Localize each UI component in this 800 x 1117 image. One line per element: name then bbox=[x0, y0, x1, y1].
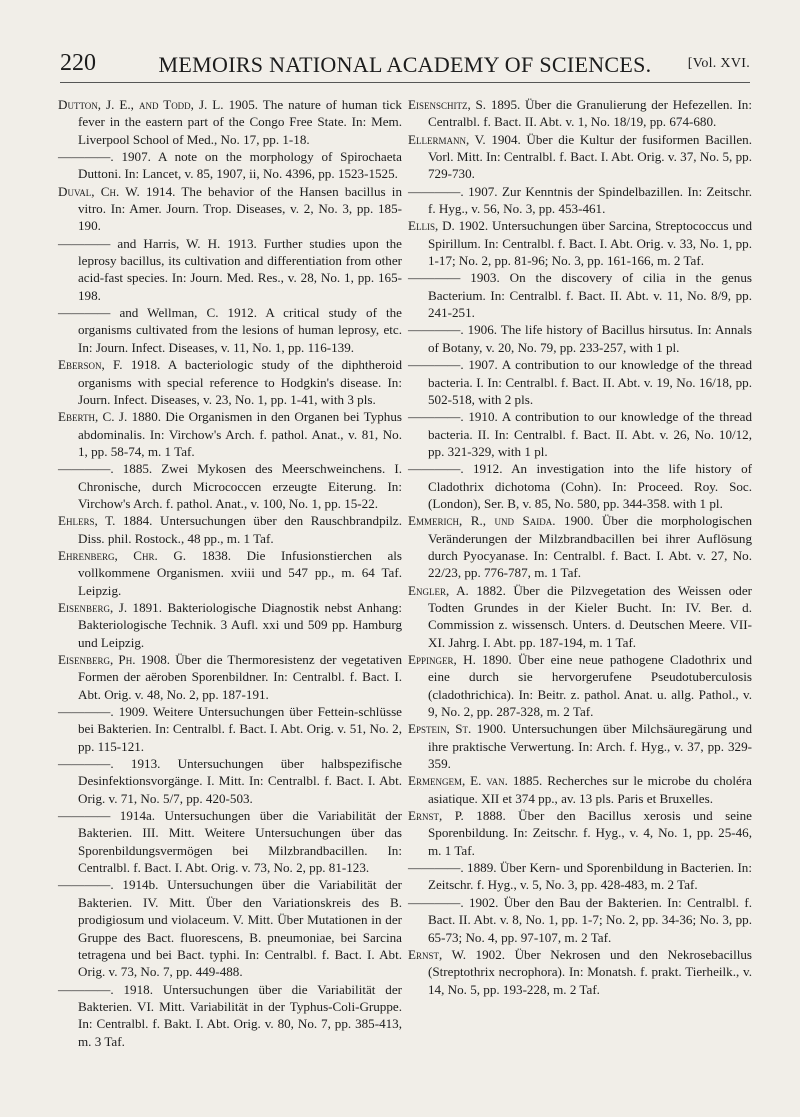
right-column bbox=[408, 96, 752, 998]
entry-text: ————. 1918. Untersuchungen über die Variabilität der Bakterien. VI. Mitt. Variabilität in der Typhus-Coli-Gruppe. In: Centralbl. f. Bakt. I. Abt. Orig. v. 80, No. 7, pp. 385-413, m. 3 Taf. bbox=[58, 981, 402, 1049]
bibliography-entry bbox=[58, 460, 402, 512]
entry-text: ———— 1903. On the discovery of cilia in the genus Bacterium. In: Centralbl. f. Bact. II. Abt. v. 11, No. 8/9, pp. 241-251. bbox=[408, 270, 752, 321]
bibliography-entry bbox=[408, 807, 752, 859]
entry-author: Eberth, C. J. bbox=[58, 409, 128, 425]
bibliography-entry bbox=[58, 876, 402, 980]
entry-author: Ehrenberg, Chr. G. bbox=[58, 547, 187, 563]
entry-text: 1900. Über die morphologischen Veränderungen der Milzbrandbacillen bei ihrer Auflösung durch Pyocyanase. In: Centralbl. f. Bact. I. Abt. v. 27, No. 22/23, pp. 776-787, m. 1 Taf. bbox=[428, 513, 752, 581]
bibliography-entry bbox=[408, 269, 752, 321]
entry-author: Eberson, F. bbox=[58, 357, 123, 373]
bibliography-entry bbox=[58, 981, 402, 1050]
entry-text: ————. 1912. An investigation into the life history of Cladothrix dichotoma (Cohn). In: Proceed. Roy. Soc. (London), Ser. B, v. 85, No. 580, pp. 344-358. with 1 pl. bbox=[408, 461, 752, 511]
entry-author: Duval, Ch. W. bbox=[58, 183, 140, 199]
entry-text: 1904. Über die Kultur der fusiformen Bacillen. Vorl. Mitt. In: Centralbl. f. Bact. I. Abt. Orig. v. 37, No. 5, pp. 729-730. bbox=[428, 131, 752, 182]
bibliography-entry bbox=[58, 703, 402, 755]
entry-text: 1902. Untersuchungen über Sarcina, Streptococcus und Spirillum. In: Centralbl. f. Bact. I. Abt. Orig. v. 33, No. 1, pp. 1-17; No. 2, pp. 81-96; No. 3, pp. 161-166, m. 2 Taf. bbox=[428, 218, 752, 269]
entry-text: ————. 1907. A note on the morphology of Spirochaeta Duttoni. In: Lancet, v. 85, 1907, ii, No. 4396, pp. 1523-1525. bbox=[58, 149, 402, 182]
entry-text: 1908. Über die Thermoresistenz der vegetativen Formen der aëroben Sporenbildner. In: Centralbl. f. Bact. I. Abt. Orig. v. 48, No. 2, pp. 187-191. bbox=[78, 652, 402, 702]
entry-text: ————. 1885. Zwei Mykosen des Meerschweinchens. I. Chronische, durch Micrococcen erzeugte Eiterung. In: Virchow's Arch. f. pathol. Anat., v. 100, No. 1, pp. 15-22. bbox=[58, 461, 402, 511]
bibliography-entry bbox=[408, 408, 752, 460]
running-header bbox=[60, 46, 750, 83]
entry-text: ————. 1913. Untersuchungen über halbspezifische Desinfektionsvorgänge. I. Mitt. In: Centralbl. f. Bact. I. Abt. Orig. v. 71, No. 5/7, pp. 420-503. bbox=[58, 756, 402, 806]
entry-text: 1895. Über die Granulierung der Hefezellen. In: Centralbl. f. Bact. II. Abt. v. 1, No. 18/19, pp. 674-680. bbox=[428, 97, 752, 130]
bibliography-entry bbox=[408, 651, 752, 720]
entry-text: 1890. Über eine neue pathogene Cladothrix und eine durch sie hervorgerufene Pseudotuberculosis (cladothrichica). In: Beitr. z. pathol. Anat. u. allg. Pathol., v. 9, No. 2, pp. 287-328, m. 2 Taf. bbox=[428, 652, 752, 720]
entry-text: ————. 1889. Über Kern- und Sporenbildung in Bacterien. In: Zeitschr. f. Hyg., v. 5, No. 3, pp. 428-483, m. 2 Taf. bbox=[408, 860, 752, 893]
entry-text: 1902. Über Nekrosen und den Nekrosebacillus (Streptothrix necrophora). In: Monatsh. f. prakt. Tierheilk., v. 14, No. 5, pp. 193-228, m. 2 Taf. bbox=[428, 946, 752, 997]
entry-text: ————. 1910. A contribution to our knowledge of the thread bacteria. II. In: Centralbl. f. Bact. II. Abt. v. 26, No. 10/12, pp. 321-329, with 1 pl. bbox=[408, 409, 752, 459]
entry-text: 1885. Recherches sur le microbe du choléra asiatique. XII et 374 pp., av. 13 pls. Paris et Bruxelles. bbox=[428, 773, 752, 806]
entry-author: Ernst, W. bbox=[408, 946, 467, 962]
bibliography-entry bbox=[408, 217, 752, 269]
entry-text: ————. 1902. Über den Bau der Bakterien. In: Centralbl. f. Bact. II. Abt. v. 8, No. 1, pp. 1-7; No. 2, pp. 34-36; No. 3, pp. 65-73; No. 4, pp. 97-107, m. 2 Taf. bbox=[408, 894, 752, 945]
entry-text: 1905. The nature of human tick fever in the eastern part of the Congo Free State. In: Mem. Liverpool School of Med., No. 17, pp. 1-18. bbox=[78, 97, 402, 147]
bibliography-entry bbox=[58, 148, 402, 183]
entry-text: 1888. Über den Bacillus xerosis und seine Sporenbildung. In: Zeitschr. f. Hyg., v. 4, No. 1, pp. 25-46, m. 1 Taf. bbox=[428, 808, 752, 858]
entry-author: Dutton, J. E., and Todd, J. L. bbox=[58, 97, 224, 112]
bibliography-entry bbox=[58, 599, 402, 651]
entry-text: ————. 1906. The life history of Bacillus hirsutus. In: Annals of Botany, v. 20, No. 79, pp. 233-257, with 1 pl. bbox=[408, 322, 752, 355]
bibliography-entry bbox=[58, 356, 402, 408]
entry-text: 1838. Die Infusionstierchen als vollkommene Organismen. xviii und 547 pp., m. 64 Taf. Leipzig. bbox=[78, 547, 402, 598]
entry-author: Eisenschitz, S. bbox=[408, 97, 487, 112]
bibliography-entry bbox=[58, 755, 402, 807]
bibliography-entry bbox=[58, 512, 402, 547]
bibliography-entry bbox=[58, 651, 402, 703]
bibliography-entry bbox=[58, 96, 402, 148]
entry-author: Emmerich, R., und Saida. bbox=[408, 513, 556, 529]
entry-author: Eisenberg, Ph. bbox=[58, 652, 136, 667]
entry-text: 1914. The behavior of the Hansen bacillus in vitro. In: Amer. Journ. Trop. Diseases, v. 2, No. 3, pp. 185-190. bbox=[78, 183, 402, 234]
bibliography-entry bbox=[408, 512, 752, 581]
bibliography-entry bbox=[58, 304, 402, 356]
bibliography-entry bbox=[408, 131, 752, 183]
bibliography-entry bbox=[58, 408, 402, 460]
bibliography-entry bbox=[408, 772, 752, 807]
entry-text: ————. 1914b. Untersuchungen über die Variabilität der Bakterien. IV. Mitt. Über den Variationskreis des B. prodigiosum und violaceum. V. Mitt. Über Mutationen in der Gruppe des Bact. fluorescens, B. pneumoniae, bei Sarcina tetragena und bei Bact. typhi. In: Centralbl. f. Bact. I. Abt. Orig. v. 73, No. 7, pp. 449-488. bbox=[58, 877, 402, 980]
entry-text: ———— and Harris, W. H. 1913. Further studies upon the leprosy bacillus, its cultivation and differentiation from other acid-fast species. In: Journ. Med. Res., v. 28, No. 1, pp. 165-198. bbox=[58, 235, 402, 303]
entry-text: 1882. Über die Pilzvegetation des Weissen oder Todten Grundes in der Kieler Bucht. In: IV. Ber. d. Commission z. wissensch. Unters. d. Deutschen Meere. VII-XI. Jahrg. I. Abt. pp. 187-194, m. 1 Taf. bbox=[428, 582, 752, 650]
entry-author: Eisenberg, J. bbox=[58, 599, 128, 615]
entry-text: ————. 1909. Weitere Untersuchungen über Fettein-schlüsse bei Bakterien. In: Centralbl. f. Bact. I. Abt. Orig. v. 51, No. 2, pp. 115-121. bbox=[58, 704, 402, 754]
bibliography-entry bbox=[58, 183, 402, 235]
bibliography-entry bbox=[58, 547, 402, 599]
entry-author: Ermengem, E. van. bbox=[408, 773, 508, 789]
entry-author: Ellermann, V. bbox=[408, 131, 486, 147]
bibliography-entry bbox=[408, 946, 752, 998]
bibliography-entry bbox=[408, 356, 752, 408]
bibliography-entry bbox=[408, 460, 752, 512]
running-title: MEMOIRS NATIONAL ACADEMY OF SCIENCES. bbox=[158, 52, 652, 77]
entry-author: Ellis, D. bbox=[408, 218, 455, 234]
bibliography-entry bbox=[58, 235, 402, 304]
entry-text: 1884. Untersuchungen über den Rauschbrandpilz. Diss. phil. Rostock., 48 pp., m. 1 Taf. bbox=[78, 513, 402, 546]
entry-author: Ernst, P. bbox=[408, 808, 464, 824]
left-column bbox=[58, 96, 402, 1050]
page-number: 220 bbox=[60, 50, 96, 76]
entry-author: Eppinger, H. bbox=[408, 652, 476, 667]
entry-author: Ehlers, T. bbox=[58, 513, 116, 529]
bibliography-entry bbox=[58, 807, 402, 876]
bibliography-entry bbox=[408, 183, 752, 218]
bibliography-entry bbox=[408, 720, 752, 772]
entry-author: Engler, A. bbox=[408, 582, 469, 598]
entry-text: 1880. Die Organismen in den Organen bei Typhus abdominalis. In: Virchow's Arch. f. pathol. Anat., v. 81, No. 1, pp. 58-74, m. 1 Taf. bbox=[78, 409, 402, 459]
entry-text: ———— 1914a. Untersuchungen über die Variabilität der Bakterien. III. Mitt. Weitere Untersuchungen über das Sporenbildungsvermögen bei Milzbrandbacillen. In: Centralbl. f. Bact. I. Abt. Orig. v. 73, No. 2, pp. 81-123. bbox=[58, 808, 402, 876]
volume-label: [Vol. XVI. bbox=[687, 56, 750, 71]
bibliography-entry bbox=[408, 321, 752, 356]
bibliography-entry bbox=[408, 96, 752, 131]
entry-text: 1918. A bacteriologic study of the diphtheroid organisms with special reference to Hodgkin's disease. In: Journ. Infect. Diseases, v. 23, No. 1, pp. 1-41, with 3 pls. bbox=[78, 357, 402, 407]
entry-text: ————. 1907. Zur Kenntnis der Spindelbazillen. In: Zeitschr. f. Hyg., v. 56, No. 3, pp. 453-461. bbox=[408, 183, 752, 217]
entry-text: 1891. Bakteriologische Diagnostik nebst Anhang: Bakteriologische Technik. 3 Aufl. xxi und 509 pp. Hamburg und Leipzig. bbox=[78, 599, 402, 650]
bibliography-entry bbox=[408, 894, 752, 946]
entry-text: ———— and Wellman, C. 1912. A critical study of the organisms cultivated from the lesions of human leprosy, etc. In: Journ. Infect. Diseases, v. 11, No. 1, pp. 116-139. bbox=[58, 305, 402, 355]
entry-text: ————. 1907. A contribution to our knowledge of the thread bacteria. I. In: Centralbl. f. Bact. II. Abt. v. 19, No. 16/18, pp. 502-518, with 2 pls. bbox=[408, 357, 752, 407]
bibliography-entry bbox=[408, 859, 752, 894]
entry-text: 1900. Untersuchungen über Milchsäuregärung und ihre praktische Verwertung. In: Arch. f. Hyg., v. 37, pp. 329-359. bbox=[428, 721, 752, 772]
entry-author: Epstein, St. bbox=[408, 721, 472, 737]
bibliography-entry bbox=[408, 582, 752, 651]
